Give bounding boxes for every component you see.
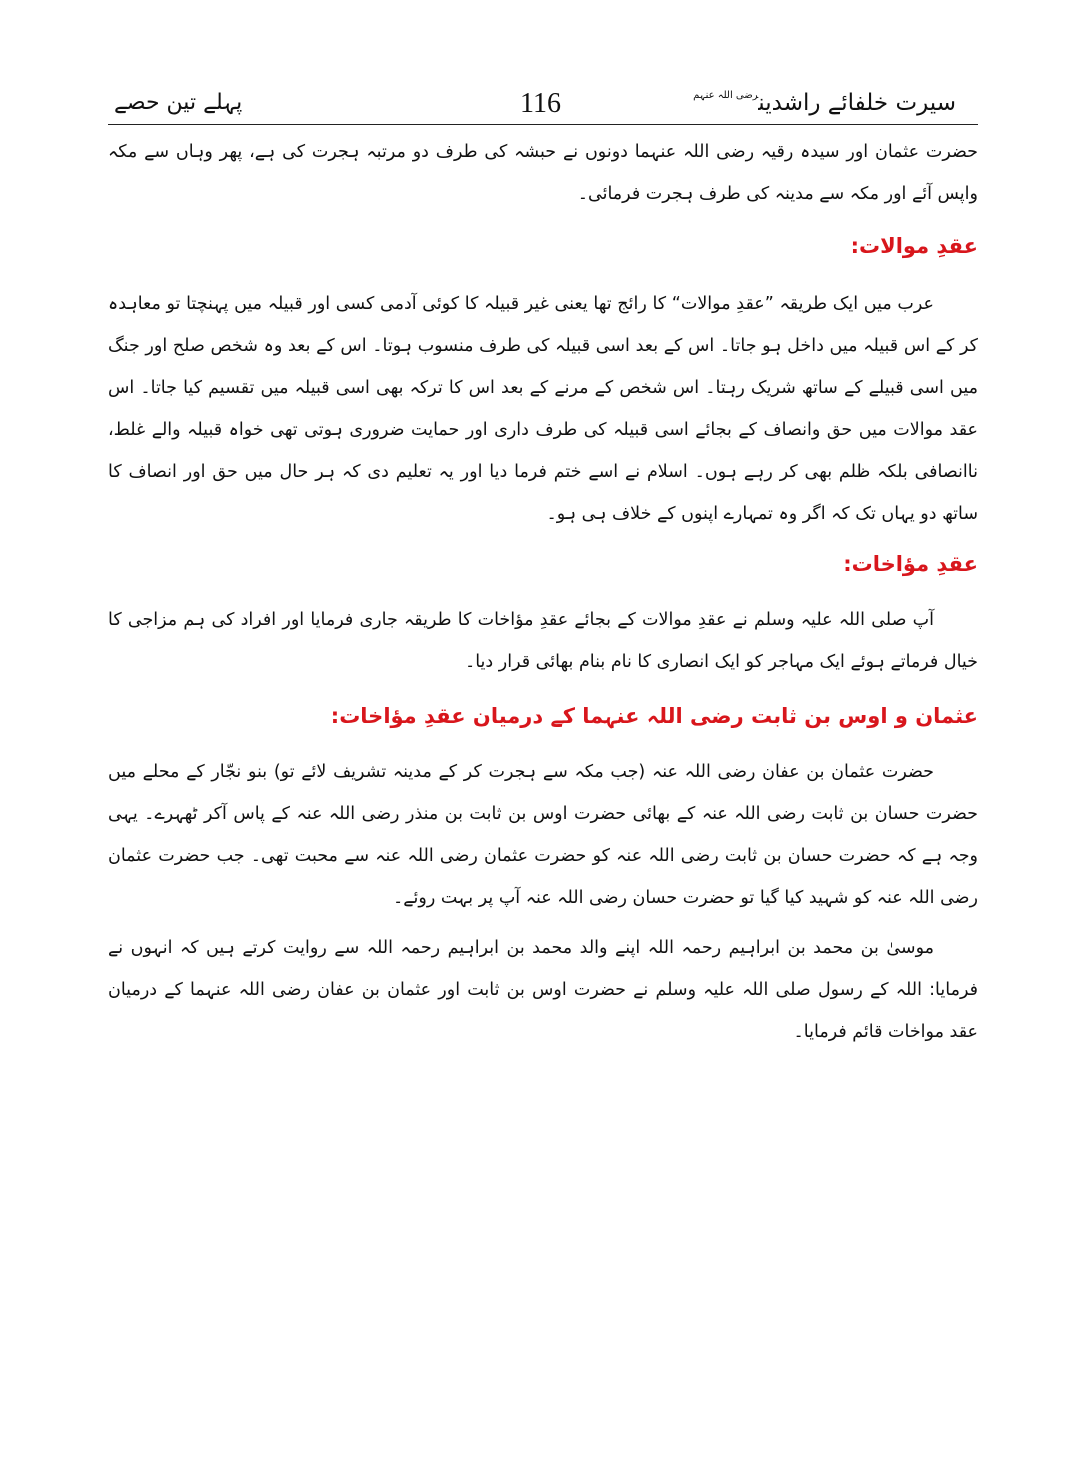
paragraph-muwalat: عرب میں ایک طریقہ ”عقدِ موالات“ کا رائج تھا یعنی غیر قبیلہ کا کوئی آدمی کسی اور قبیلہ میں پہنچتا تو معاہدہ کر کے اس قبیلہ میں داخل ہو جاتا۔ اس کے بعد اسی قبیلہ کی طرف منسوب ہوتا۔ اس کے بعد وہ شخص صلح اور جنگ میں اسی قبیلے کے ساتھ شریک رہتا۔ اس شخص کے مرنے کے بعد اس کا ترکہ بھی اسی قبیلہ میں تقسیم کیا جاتا۔ اس عقد موالات میں حق وانصاف کے بجائے اسی قبیلہ کی طرف داری اور حمایت ضروری ہوتی تھی خواہ قبیلہ والے غلط، ناانصافی بلکہ ظلم بھی کر رہے ہوں۔ اسلام نے اسے ختم فرما دیا اور یہ تعلیم دی کہ ہر حال میں حق اور انصاف کا ساتھ دو یہاں تک کہ اگر وہ تمہارے اپنوں کے خلاف ہی ہو۔: [108, 294, 978, 524]
volume-label: پہلے تین حصے: [114, 90, 243, 115]
page-number: 116: [520, 88, 561, 119]
book-page: [108, 80, 978, 1053]
book-title: [693, 90, 956, 116]
heading-uthman-aws: عثمان و اوس بن ثابت رضی اللہ عنہما کے درمیان عقدِ مؤاخات:: [330, 704, 978, 728]
paragraph-uthman-aws: حضرت عثمان بن عفان رضی اللہ عنہ (جب مکہ سے ہجرت کر کے مدینہ تشریف لائے تو) بنو نجّار کے محلے میں حضرت حسان بن ثابت رضی اللہ عنہ کے بھائی حضرت اوس بن ثابت بن منذر رضی اللہ عنہ کے پاس آکر ٹھہرے۔ یہی وجہ ہے کہ حضرت حسان بن ثابت رضی اللہ عنہ کو حضرت عثمان رضی اللہ عنہ سے محبت تھی۔ جب حضرت عثمان رضی اللہ عنہ کو شہید کیا گیا تو حضرت حسان رضی اللہ عنہ آپ پر بہت روئے۔: [108, 762, 978, 908]
heading-muakhat: عقدِ مؤاخات:: [843, 552, 978, 576]
heading-muwalat: عقدِ موالات:: [850, 234, 978, 258]
book-title-text: سیرت خلفائے راشدین: [758, 90, 956, 116]
paragraph-narration: موسیٰ بن محمد بن ابراہیم رحمہ اللہ اپنے والد محمد بن ابراہیم رحمہ اللہ سے روایت کرتے ہیں کہ انہوں نے فرمایا: اللہ کے رسول صلی اللہ علیہ وسلم نے حضرت اوس بن ثابت اور عثمان بن عفان رضی اللہ عنہما کے درمیان عقد مواخات قائم فرمایا۔: [108, 938, 978, 1042]
paragraph-intro: حضرت عثمان اور سیدہ رقیہ رضی اللہ عنہما دونوں نے حبشہ کی طرف دو مرتبہ ہجرت کی ہے، پھر وہاں سے مکہ واپس آئے اور مکہ سے مدینہ کی طرف ہجرت فرمائی۔: [108, 142, 978, 204]
paragraph-muakhat: آپ صلی اللہ علیہ وسلم نے عقدِ موالات کے بجائے عقدِ مؤاخات کا طریقہ جاری فرمایا اور افراد کی ہم مزاجی کا خیال فرماتے ہوئے ایک مہاجر کو ایک انصاری کا نام بنام بھائی قرار دیا۔: [108, 610, 978, 672]
honorific: رضی اللہ عنہم: [693, 90, 759, 101]
running-header: [108, 80, 978, 125]
